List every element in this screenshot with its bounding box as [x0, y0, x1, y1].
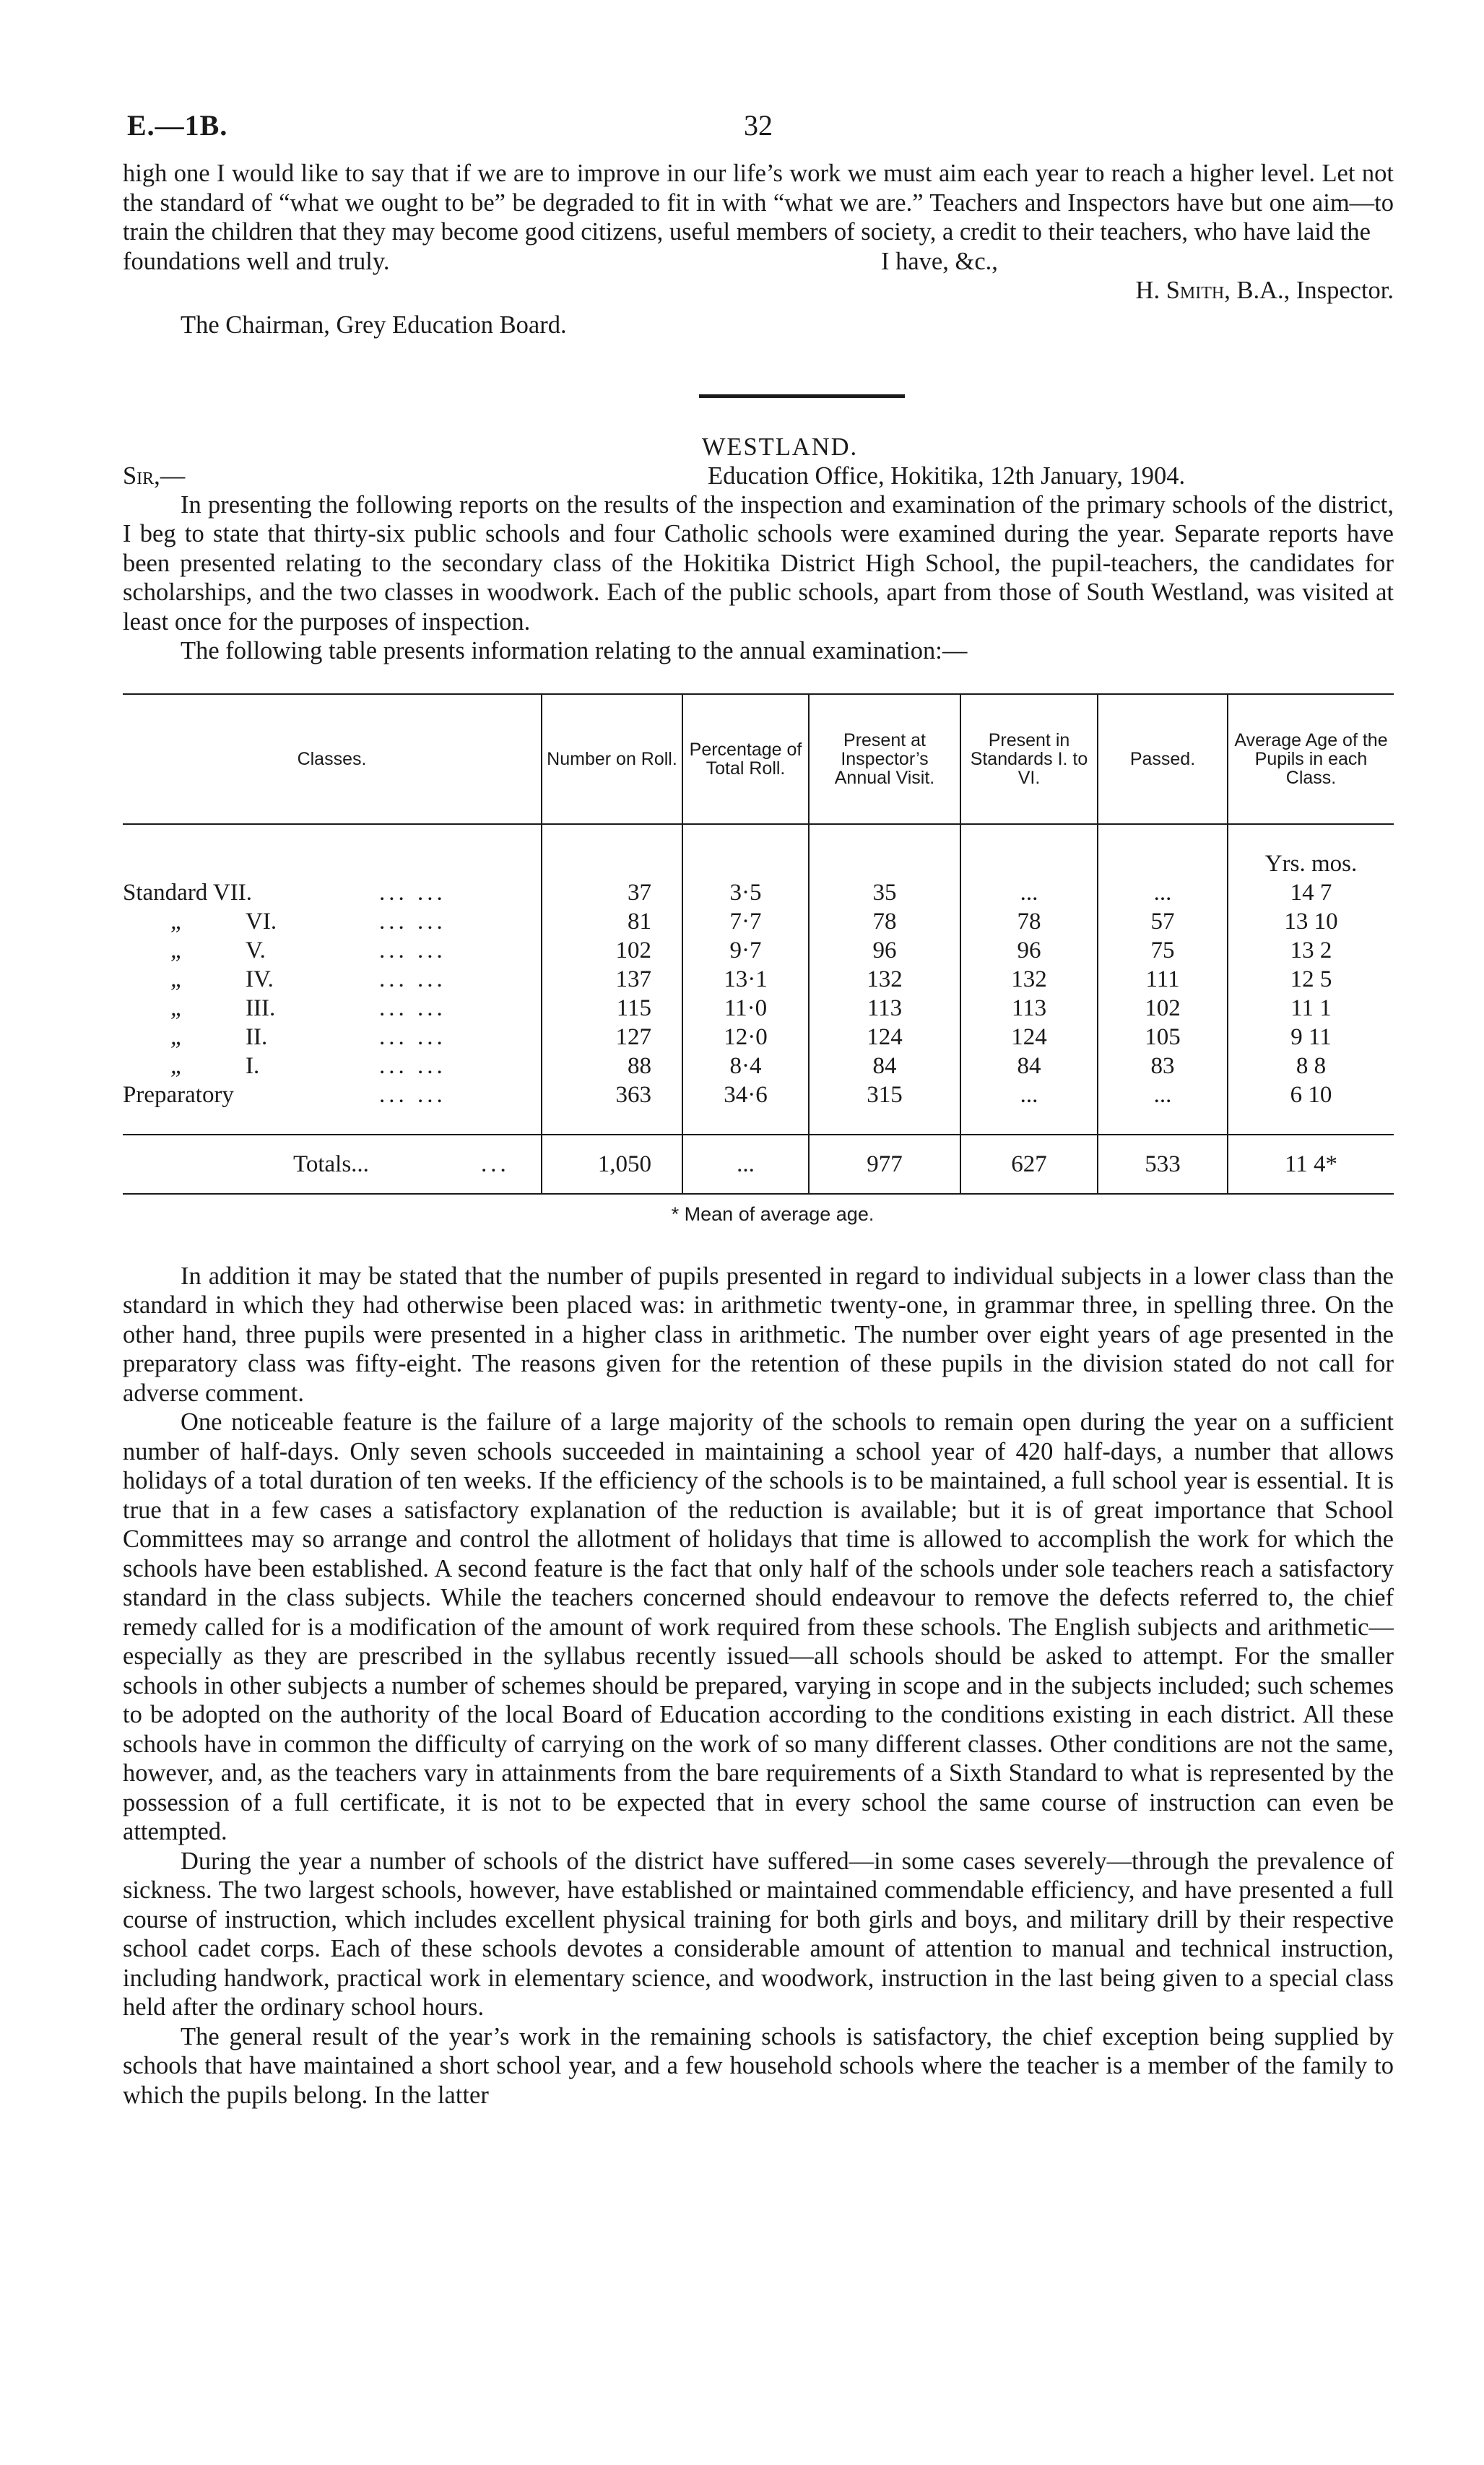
present-cell: 113 — [809, 994, 960, 1023]
table-body — [123, 824, 1394, 1135]
table-spacer — [123, 1109, 1394, 1135]
totals-dots: ... — [481, 1151, 510, 1177]
class-name: II. — [246, 1023, 268, 1050]
col-header-passed: Passed. — [1098, 694, 1228, 824]
present-cell: 78 — [809, 907, 960, 936]
roll-cell: 88 — [542, 1052, 682, 1080]
standards-cell: ... — [960, 1080, 1098, 1109]
roll-cell: 115 — [542, 994, 682, 1023]
body-paragraph-2: One noticeable feature is the failure of a large majority of the schools to remain open during the year on a sufficient number of half-days. Only seven schools succeeded in maintaining a school year of 420 half-days, a number that allows holidays of a total duration of ten weeks. If the efficiency of the schools is to be maintained, a full school year is essential. It is true that in a few cases a satisfactory explanation of the reduction is available; but it is of great importance that School Committees may so arrange and control the allotment of holidays that time is allowed to accomplish the work for which the schools have been established. A second feature is the fact that only half of the schools under sole teachers reach a satisfactory standard in the class subjects. While the teachers concerned should endeavour to remove the defects referred to, the chief remedy called for is a modification of the amount of work required from these schools. The English subjects and arithmetic—especially as they are prescribed in the syllabus recently issued—all schools should be asked to attempt. For the smaller schools in other subjects a number of schemes should be prepared, varying in scope and in the subjects included; such schemes to be adopted on the authority of the local Board of Education according to the conditions existing in each district. All these schools have in common the difficulty of carrying on the work of so many different classes. Other conditions are not the same, however, and, as the teachers vary in attainments from the bare requirements of a Sixth Standard to what is represented by the possession of a full certificate, it is not to be expected that in every school the same course of instruction can even be attempted. — [123, 1408, 1394, 1845]
passed-cell: 102 — [1098, 994, 1228, 1023]
class-name: IV. — [246, 966, 274, 992]
intro-last-line: foundations well and truly. — [123, 247, 390, 275]
percentage-cell: 8·4 — [682, 1052, 809, 1080]
table-header-row — [123, 694, 1394, 824]
passed-cell: 75 — [1098, 936, 1228, 965]
class-name: V. — [246, 937, 266, 963]
table-row — [123, 994, 1394, 1023]
table-row — [123, 878, 1394, 907]
percentage-cell: 3·5 — [682, 878, 809, 907]
standards-cell: 96 — [960, 936, 1098, 965]
present-cell: 124 — [809, 1023, 960, 1052]
signature-name: H. Smith — [1135, 276, 1225, 304]
totals-present: 977 — [809, 1135, 960, 1194]
signature — [1136, 276, 1394, 305]
table-row — [123, 965, 1394, 994]
age-cell: 9 11 — [1228, 1023, 1394, 1052]
ditto-mark: „ — [170, 937, 184, 963]
section-divider — [699, 394, 905, 398]
col-header-classes: Classes. — [123, 694, 542, 824]
leader-dots: ... ... — [379, 995, 446, 1021]
standards-cell: 84 — [960, 1052, 1098, 1080]
roll-cell: 127 — [542, 1023, 682, 1052]
age-units: Yrs. mos. — [1228, 849, 1394, 878]
standards-cell: 124 — [960, 1023, 1098, 1052]
passed-cell: 57 — [1098, 907, 1228, 936]
leader-dots: ... ... — [379, 908, 446, 935]
table-units-row — [123, 849, 1394, 878]
percentage-cell: 13·1 — [682, 965, 809, 994]
table-row — [123, 907, 1394, 936]
col-header-present: Present at Inspector’s Annual Visit. — [809, 694, 960, 824]
col-header-roll: Number on Roll. — [542, 694, 682, 824]
ditto-mark: „ — [170, 908, 184, 935]
standards-cell: ... — [960, 878, 1098, 907]
totals-roll: 1,050 — [542, 1135, 682, 1194]
examination-table — [123, 693, 1394, 1195]
roll-cell: 363 — [542, 1080, 682, 1109]
table-row — [123, 1080, 1394, 1109]
ditto-mark: „ — [170, 1023, 184, 1050]
age-cell: 13 10 — [1228, 907, 1394, 936]
leader-dots: ... ... — [379, 1081, 446, 1108]
passed-cell: 83 — [1098, 1052, 1228, 1080]
table-spacer — [123, 824, 1394, 849]
roll-cell: 81 — [542, 907, 682, 936]
dateline-row — [123, 462, 1394, 490]
table-row — [123, 1052, 1394, 1080]
present-cell: 315 — [809, 1080, 960, 1109]
intro-paragraph: high one I would like to say that if we are to improve in our life’s work we must aim each year to reach a higher level. Let not the standard of “what we ought to be” be degraded to fit in with “what we are.” Teachers and Inspectors have but one aim—to train the children that they may become good citizens, useful members of society, a credit to their teachers, who have laid the — [123, 160, 1394, 246]
table-row — [123, 1023, 1394, 1052]
standards-cell: 113 — [960, 994, 1098, 1023]
signature-line — [123, 276, 1394, 305]
percentage-cell: 9·7 — [682, 936, 809, 965]
body-paragraph-3: During the year a number of schools of the district have suffered—in some cases severely—through the prevalence of sickness. The two largest schools, however, have established or maintained commendable efficiency, and have presented a full course of instruction, which includes excellent physical training for both girls and boys, and military drill by their respective school cadet corps. Each of these schools devotes a considerable amount of attention to manual and technical instruction, including handwork, practical work in elementary science, and woodwork, instruction in the last being given to a special class held after the ordinary school hours. — [123, 1847, 1394, 2021]
percentage-cell: 34·6 — [682, 1080, 809, 1109]
class-name: Preparatory — [123, 1081, 234, 1108]
leader-dots: ... ... — [379, 879, 446, 906]
standards-cell: 78 — [960, 907, 1098, 936]
age-cell: 14 7 — [1228, 878, 1394, 907]
document-code: E.—1B. — [127, 109, 228, 142]
present-cell: 96 — [809, 936, 960, 965]
class-name: VI. — [246, 908, 277, 935]
age-cell: 11 1 — [1228, 994, 1394, 1023]
class-name: Standard VII. — [123, 879, 253, 906]
present-cell: 84 — [809, 1052, 960, 1080]
signature-title: , B.A., Inspector. — [1224, 276, 1394, 304]
westland-paragraph-1: In presenting the following reports on the results of the inspection and examination of the primary schools of the district, I beg to state that thirty-six public schools and four Catholic schools were examined during the year. Separate reports have been presented relating to the secondary class of the Hokitika District High School, the pupil-teachers, the candidates for scholarships, and the two classes in woodwork. Each of the public schools, apart from those of South Westland, was visited at least once for the purposes of inspection. — [123, 490, 1394, 636]
percentage-cell: 12·0 — [682, 1023, 809, 1052]
roll-cell: 137 — [542, 965, 682, 994]
present-cell: 132 — [809, 965, 960, 994]
table-row — [123, 936, 1394, 965]
totals-label: Totals... — [293, 1151, 369, 1177]
age-cell: 13 2 — [1228, 936, 1394, 965]
body-paragraph-4: The general result of the year’s work in the remaining schools is satisfactory, the chief exception being supplied by schools that have maintained a short school year, and a few household schools where the teacher is a member of the family to which the pupils belong. In the latter — [123, 2022, 1394, 2109]
leader-dots: ... ... — [379, 966, 446, 992]
roll-cell: 37 — [542, 878, 682, 907]
age-cell: 6 10 — [1228, 1080, 1394, 1109]
totals-passed: 533 — [1098, 1135, 1228, 1194]
body-paragraph-1: In addition it may be stated that the number of pupils presented in regard to individual subjects in a lower class than the standard in which they had otherwise been placed was: in arithmetic twenty-one, in grammar three, in spelling three. On the other hand, three pupils were presented in a higher class in arithmetic. The number over eight years of age presented in the preparatory class was fifty-eight. The reasons given for the retention of these pupils in the division stated do not call for adverse comment. — [123, 1262, 1394, 1407]
westland-paragraph-2: The following table presents information relating to the annual examination:— — [181, 637, 968, 664]
passed-cell: 111 — [1098, 965, 1228, 994]
table-footnote: * Mean of average age. — [671, 1203, 875, 1225]
passed-cell: ... — [1098, 1080, 1228, 1109]
ditto-mark: „ — [170, 966, 184, 992]
closing-text: I have, &c., — [881, 247, 998, 275]
totals-pct: ... — [682, 1135, 809, 1194]
present-cell: 35 — [809, 878, 960, 907]
standards-cell: 132 — [960, 965, 1098, 994]
age-cell: 12 5 — [1228, 965, 1394, 994]
col-header-percentage: Percentage of Total Roll. — [682, 694, 809, 824]
class-name: III. — [246, 995, 276, 1021]
document-page — [123, 108, 1394, 2110]
section-title: WESTLAND. — [701, 433, 859, 461]
percentage-cell: 11·0 — [682, 994, 809, 1023]
totals-age: 11 4* — [1228, 1135, 1394, 1194]
leader-dots: ... ... — [379, 1023, 446, 1050]
body-text — [123, 1262, 1394, 2110]
dateline: Education Office, Hokitika, 12th January, 1904. — [708, 462, 1186, 490]
totals-standards: 627 — [960, 1135, 1098, 1194]
class-name: I. — [246, 1052, 260, 1079]
age-cell: 8 8 — [1228, 1052, 1394, 1080]
passed-cell: 105 — [1098, 1023, 1228, 1052]
col-header-average-age: Average Age of the Pupils in each Class. — [1228, 694, 1394, 824]
salutation: Sir,— — [123, 462, 186, 490]
addressee: The Chairman, Grey Education Board. — [181, 311, 567, 339]
leader-dots: ... ... — [379, 1052, 446, 1079]
ditto-mark: „ — [170, 1052, 184, 1079]
ditto-mark: „ — [170, 995, 184, 1021]
page-number: 32 — [744, 109, 773, 142]
totals-row — [123, 1135, 1394, 1194]
roll-cell: 102 — [542, 936, 682, 965]
col-header-standards: Present in Standards I. to VI. — [960, 694, 1098, 824]
passed-cell: ... — [1098, 878, 1228, 907]
closing-row — [123, 247, 1394, 276]
leader-dots: ... ... — [379, 937, 446, 963]
page-header — [123, 108, 1394, 159]
percentage-cell: 7·7 — [682, 907, 809, 936]
